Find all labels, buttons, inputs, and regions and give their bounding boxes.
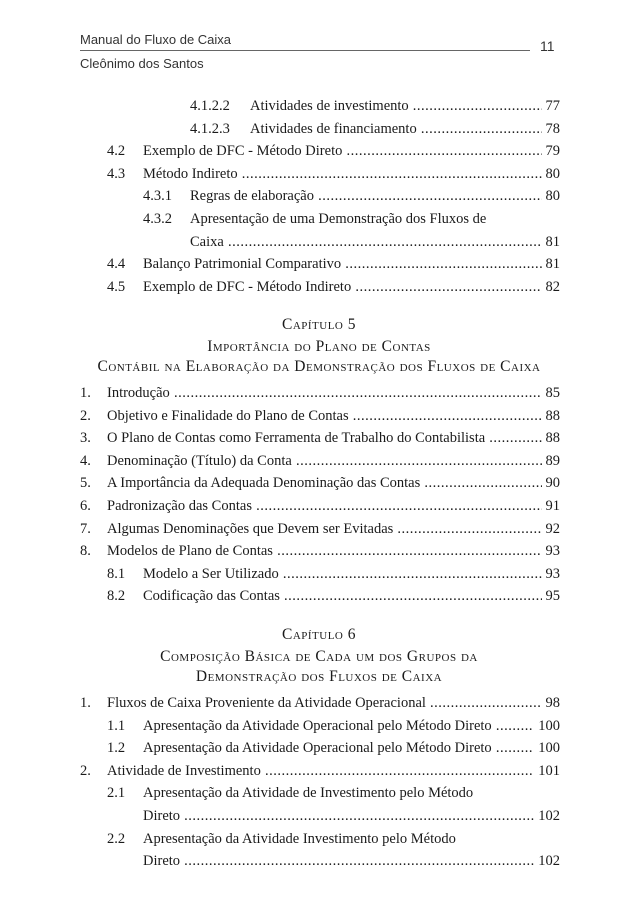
toc-entry-number: 5. [80,475,91,492]
toc-entry-page: 81 [542,256,561,273]
toc-entry-label: Balanço Patrimonial Comparativo ..... [143,256,560,273]
toc-entry[interactable] [190,120,560,138]
toc-entry-number: 6. [80,498,91,514]
toc-entry-label: Apresentação da Atividade Investimento pelo Método [143,830,456,847]
toc-entry-page: 98 [542,695,561,712]
toc-entry-label: Exemplo de DFC - Método Indireto ..... [143,279,560,296]
toc-entry-label: Regras de elaboração ..... [190,188,560,205]
toc-entry-label: Apresentação da Atividade Operacional pelo Método Direto ..... [143,718,560,735]
book-title: Manual do Fluxo de Caixa [80,32,232,47]
toc-entry-label: Apresentação de uma Demonstração dos Fluxos de [190,211,487,227]
toc-entry[interactable] [190,234,560,251]
toc-entry-label: Algumas Denominações que Devem ser Evitadas ..... [107,521,560,538]
toc-entry-page: 100 [534,718,560,735]
toc-entry-number: 4.3.1 [143,188,172,205]
chapter6-label: Capítulo 6 [281,626,356,643]
toc-entry-page: 82 [542,279,561,296]
toc-entry[interactable] [143,211,560,228]
toc-entry-label: Método Indireto ..... [143,166,560,183]
toc-entry-page: 77 [542,98,561,115]
toc-entry-number: 4.2 [107,143,126,160]
toc-entry-number: 4. [80,452,91,469]
toc-entry-label: Atividade de Investimento ..... [107,763,560,780]
toc-entry-page: 88 [542,430,561,447]
toc-entry[interactable] [80,520,560,538]
toc-entry-page: 91 [542,498,561,515]
toc-entry-label: Atividades de investimento ..... [250,98,560,115]
toc-entry-page: 80 [542,166,561,183]
toc-entry-label: Denominação (Título) da Conta ..... [107,453,560,470]
toc-entry-number: 4.4 [107,256,126,273]
toc-entry-label: Modelo a Ser Utilizado ..... [143,566,560,583]
author-name: Cleônimo dos Santos [80,56,204,71]
toc-entry-page: 102 [534,808,560,825]
chapter5-title-line2: Contábil na Elaboração da Demonstração dos Fluxos de Caixa [97,358,541,375]
toc-entry[interactable] [80,385,560,402]
toc-entry-label: Exemplo de DFC - Método Direto ..... [143,143,560,160]
toc-entry-number: 3. [80,430,91,447]
toc-entry-number: 4.3.2 [143,211,172,227]
toc-entry[interactable] [80,695,560,712]
toc-entry-number: 4.1.2.2 [190,98,230,114]
toc-entry-page: 93 [542,543,561,560]
toc-entry-page: 92 [542,521,561,538]
toc-entry[interactable] [143,188,560,205]
toc-entry-page: 88 [542,408,561,425]
toc-entry-page: 85 [542,385,561,402]
toc-entry-label: Objetivo e Finalidade do Plano de Contas ..... [107,408,560,425]
toc-entry-page: 78 [542,121,561,138]
chapter5-title-line1: Importância do Plano de Contas [207,338,431,355]
toc-entry[interactable] [80,762,560,780]
toc-entry[interactable] [107,830,560,848]
toc-entry-number: 2. [80,762,91,779]
toc-entry-number: 4.5 [107,278,126,295]
toc-entry-number: 8. [80,543,91,560]
toc-entry-label: Modelos de Plano de Contas ..... [107,543,560,560]
toc-entry-label: Apresentação da Atividade de Investimento pelo Método [143,785,474,802]
toc-entry[interactable] [107,588,560,605]
toc-entry[interactable] [107,717,560,735]
toc-entry-label: Apresentação da Atividade Operacional pelo Método Direto ..... [143,740,560,757]
toc-entry-label: Introdução ..... [107,385,560,402]
toc-entry-label: Fluxos de Caixa Proveniente da Atividade Operacional ..... [107,695,560,712]
toc-entry[interactable] [107,278,560,296]
toc-entry-page: 102 [534,853,560,870]
toc-entry-page: 79 [542,143,561,160]
toc-entry[interactable] [107,565,560,583]
toc-entry-number: 1.2 [107,740,126,757]
toc-entry[interactable] [107,165,560,183]
toc-entry-number: 8.1 [107,565,126,582]
toc-entry-page: 90 [542,475,561,492]
toc-entry-page: 95 [542,588,561,605]
toc-entry[interactable] [80,475,560,492]
toc-entry-page: 89 [542,453,561,470]
chapter5-label: Capítulo 5 [281,316,356,333]
toc-entry-number: 4.1.2.3 [190,120,230,137]
toc-entry-page: 81 [542,234,561,251]
toc-entry-page: 101 [534,763,560,780]
toc-entry[interactable] [190,98,560,115]
chapter6-title-line2: Demonstração dos Fluxos de Caixa [195,668,443,685]
toc-entry-page: 100 [534,740,560,757]
toc-entry-label: Direto ..... [143,808,560,825]
toc-entry[interactable] [107,740,560,757]
toc-entry-number: 7. [80,520,91,537]
page-number: 11 [540,38,555,54]
toc-entry[interactable] [80,407,560,425]
header-rule [80,50,530,51]
toc-entry-label: O Plano de Contas como Ferramenta de Trabalho do Contabilista ..... [107,430,560,447]
toc-entry[interactable] [80,543,560,560]
toc-entry-page: 93 [542,566,561,583]
chapter6-title-line1: Composição Básica de Cada um dos Grupos da [160,648,478,665]
toc-entry-label: Padronização das Contas ..... [107,498,560,515]
toc-entry-page: 80 [542,188,561,205]
toc-entry-number: 8.2 [107,588,126,605]
toc-entry[interactable] [80,430,560,447]
toc-entry[interactable] [107,785,560,802]
toc-entry[interactable] [80,452,560,470]
toc-entry[interactable] [107,143,560,160]
toc-entry[interactable] [107,256,560,273]
toc-entry-label: Direto ..... [143,853,560,870]
toc-entry[interactable] [143,808,560,825]
toc-entry-number: 2.2 [107,830,126,847]
toc-entry[interactable] [143,853,560,870]
toc-entry-label: Codificação das Contas ..... [143,588,560,605]
toc-entry-number: 1. [80,385,91,401]
toc-entry-label: A Importância da Adequada Denominação das Contas ..... [107,475,560,492]
toc-entry-number: 2. [80,407,91,424]
toc-entry-number: 1.1 [107,717,126,734]
toc-entry-number: 2.1 [107,785,126,802]
toc-entry[interactable] [80,498,560,515]
toc-entry-number: 1. [80,695,91,711]
toc-entry-label: Atividades de financiamento ..... [250,121,560,138]
toc-entry-number: 4.3 [107,165,126,182]
toc-entry-label: Caixa ..... [190,234,560,251]
